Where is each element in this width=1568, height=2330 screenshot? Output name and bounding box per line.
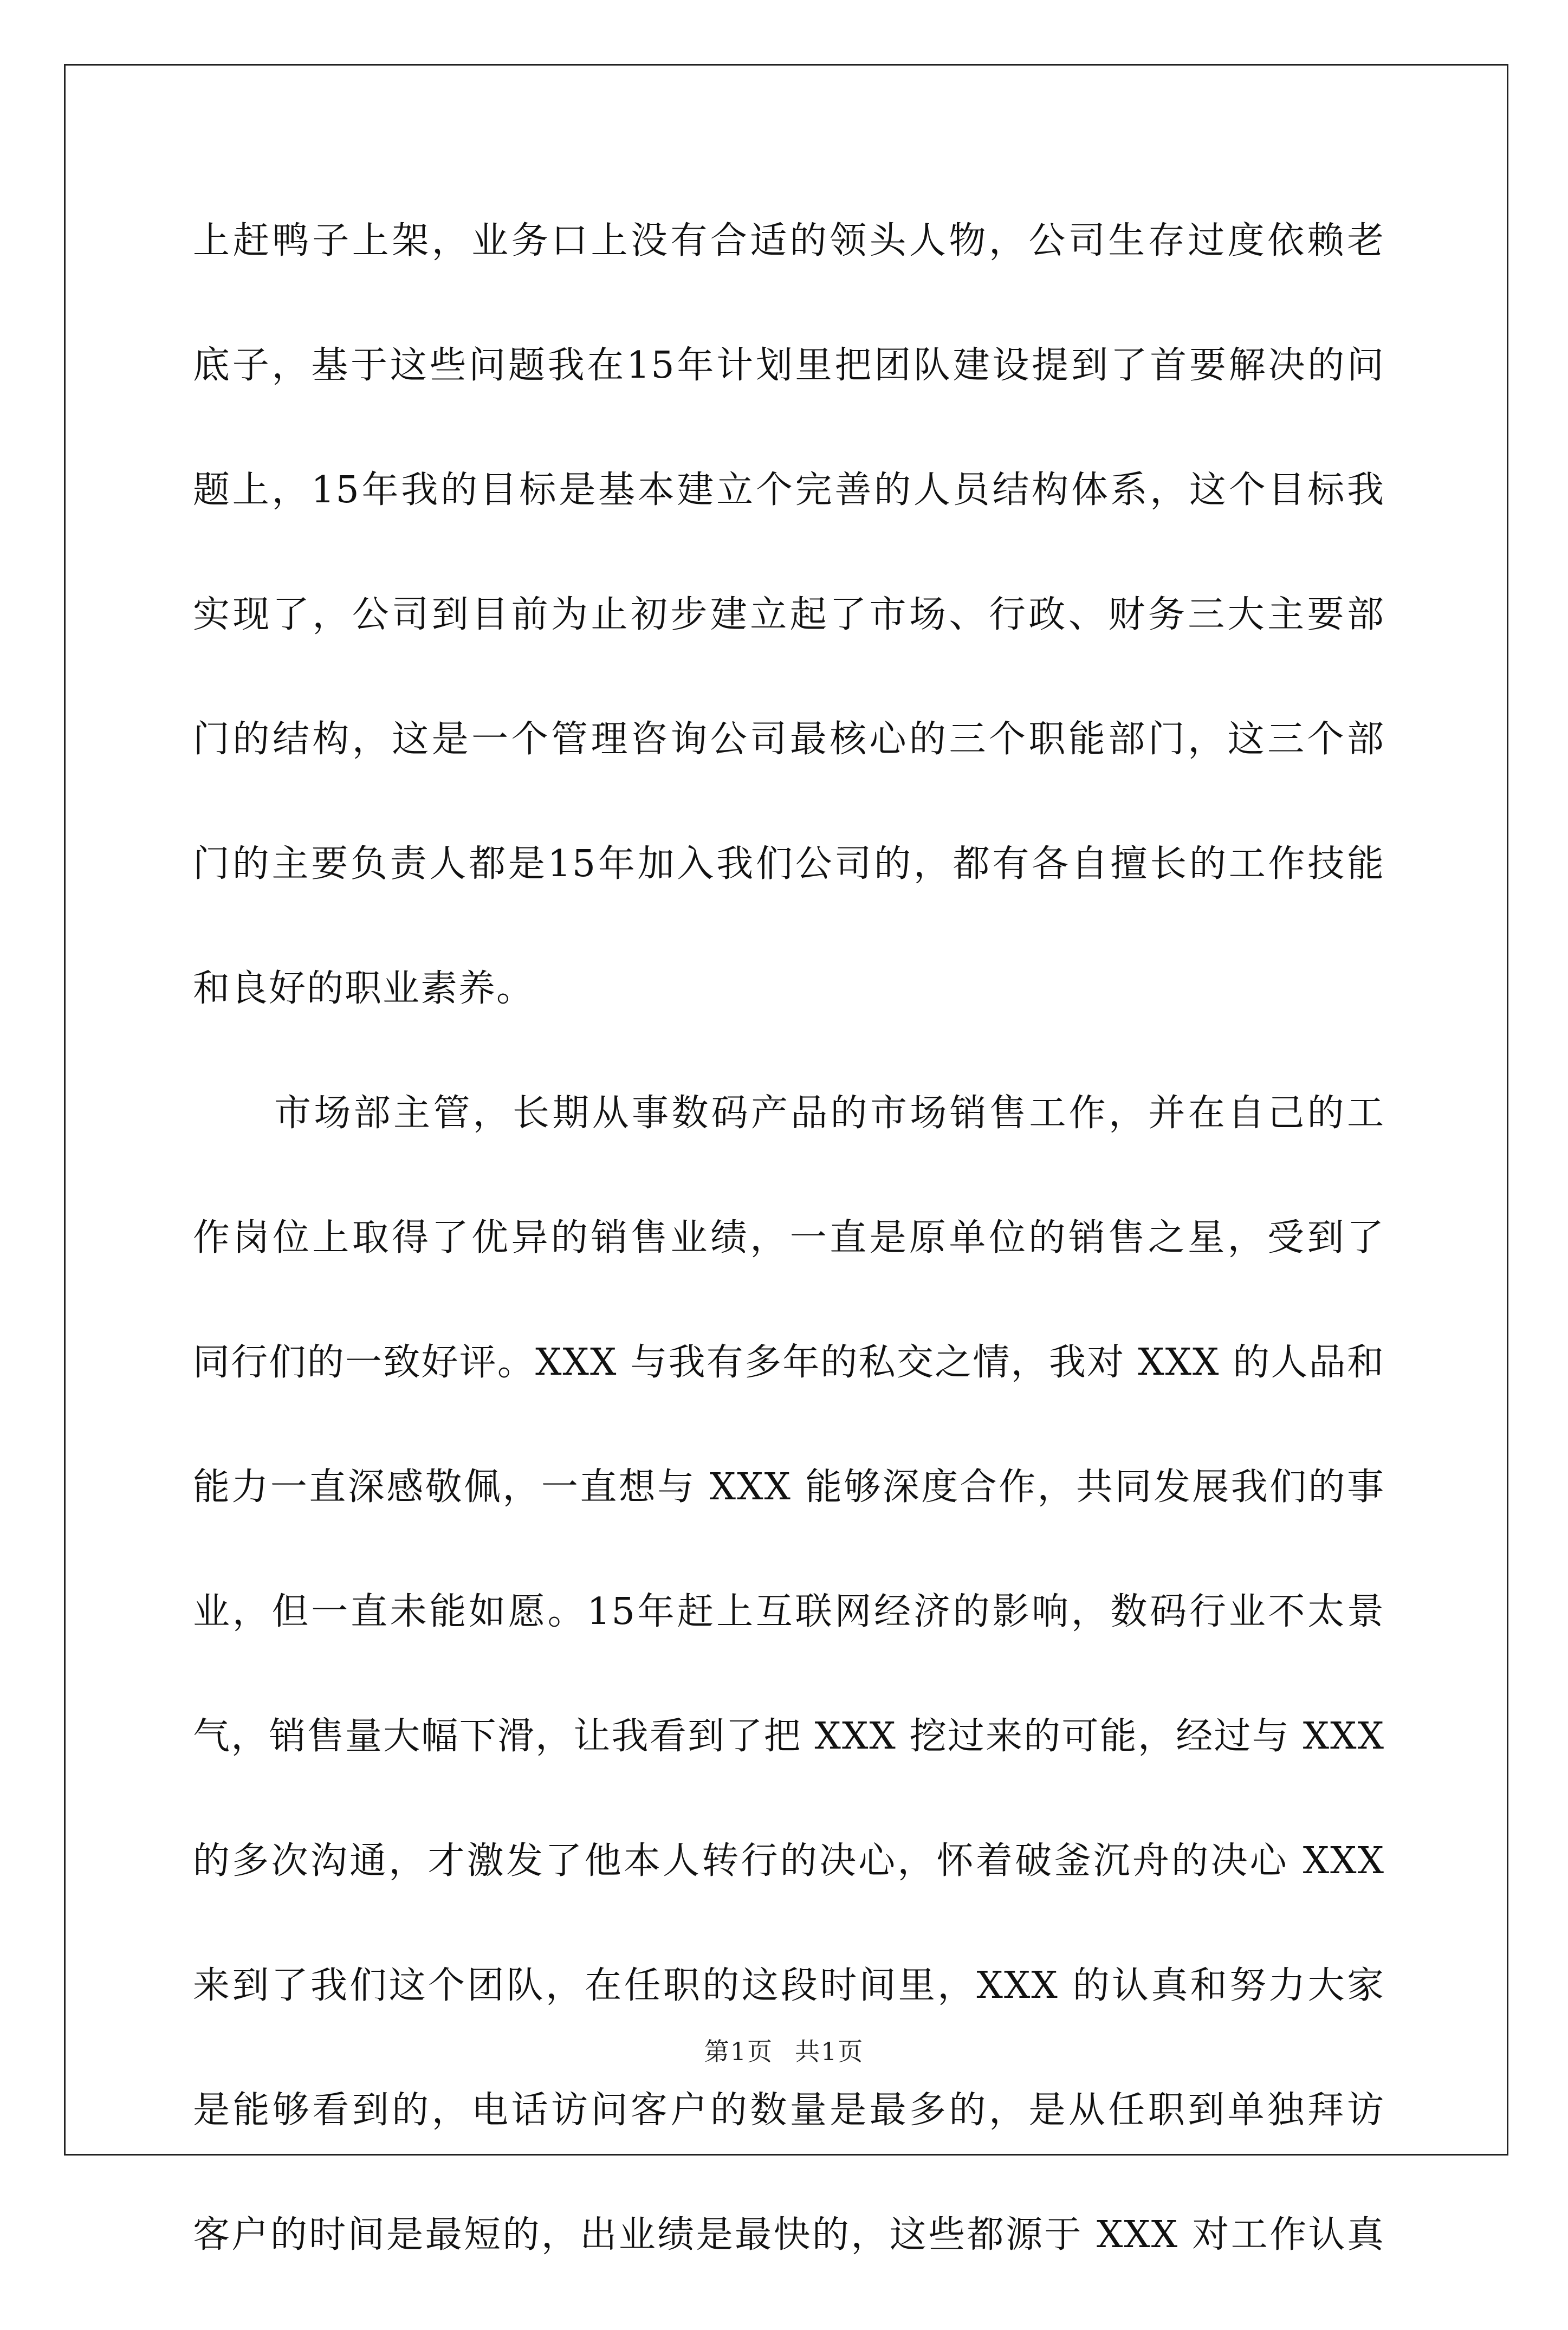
document-body bbox=[193, 211, 1385, 2330]
text-line: 气，销售量大幅下滑，让我看到了把 XXX 挖过来的可能，经过与 XXX bbox=[193, 1715, 1385, 1758]
text-line: 是能够看到的，电话访问客户的数量是最多的，是从任职到单独拜访 bbox=[193, 2089, 1385, 2132]
text-line: 门的结构，这是一个管理咨询公司最核心的三个职能部门，这三个部 bbox=[193, 718, 1385, 761]
text-line: 门的主要负责人都是15年加入我们公司的，都有各自擅长的工作技能 bbox=[193, 843, 1385, 885]
page-total: 共1页 bbox=[795, 2037, 864, 2066]
page-number: 第1页 bbox=[704, 2037, 773, 2066]
text-line: 实现了，公司到目前为止初步建立起了市场、行政、财务三大主要部 bbox=[193, 593, 1385, 636]
text-line: 和良好的职业素养。 bbox=[193, 967, 535, 1010]
page-footer bbox=[0, 2032, 1568, 2068]
text-line: 的多次沟通，才激发了他本人转行的决心，怀着破釜沉舟的决心 XXX bbox=[193, 1840, 1385, 1882]
text-line: 同行们的一致好评。XXX 与我有多年的私交之情，我对 XXX 的人品和 bbox=[193, 1341, 1385, 1384]
paragraph-first-line: 市场部主管，长期从事数码产品的市场销售工作，并在自己的工 bbox=[274, 1092, 1385, 1135]
text-line: 来到了我们这个团队，在任职的这段时间里，XXX 的认真和努力大家 bbox=[193, 1964, 1385, 2007]
text-line: 能力一直深感敬佩，一直想与 XXX 能够深度合作，共同发展我们的事 bbox=[193, 1466, 1385, 1509]
text-line: 业，但一直未能如愿。15年赶上互联网经济的影响，数码行业不太景 bbox=[193, 1590, 1385, 1633]
text-line: 底子，基于这些问题我在15年计划里把团队建设提到了首要解决的问 bbox=[193, 344, 1385, 387]
text-line: 题上，15年我的目标是基本建立个完善的人员结构体系，这个目标我 bbox=[193, 469, 1385, 512]
text-line: 作岗位上取得了优异的销售业绩，一直是原单位的销售之星，受到了 bbox=[193, 1216, 1385, 1259]
text-line: 客户的时间是最短的，出业绩是最快的，这些都源于 XXX 对工作认真 bbox=[193, 2214, 1385, 2256]
text-line: 上赶鸭子上架，业务口上没有合适的领头人物，公司生存过度依赖老 bbox=[193, 219, 1385, 262]
